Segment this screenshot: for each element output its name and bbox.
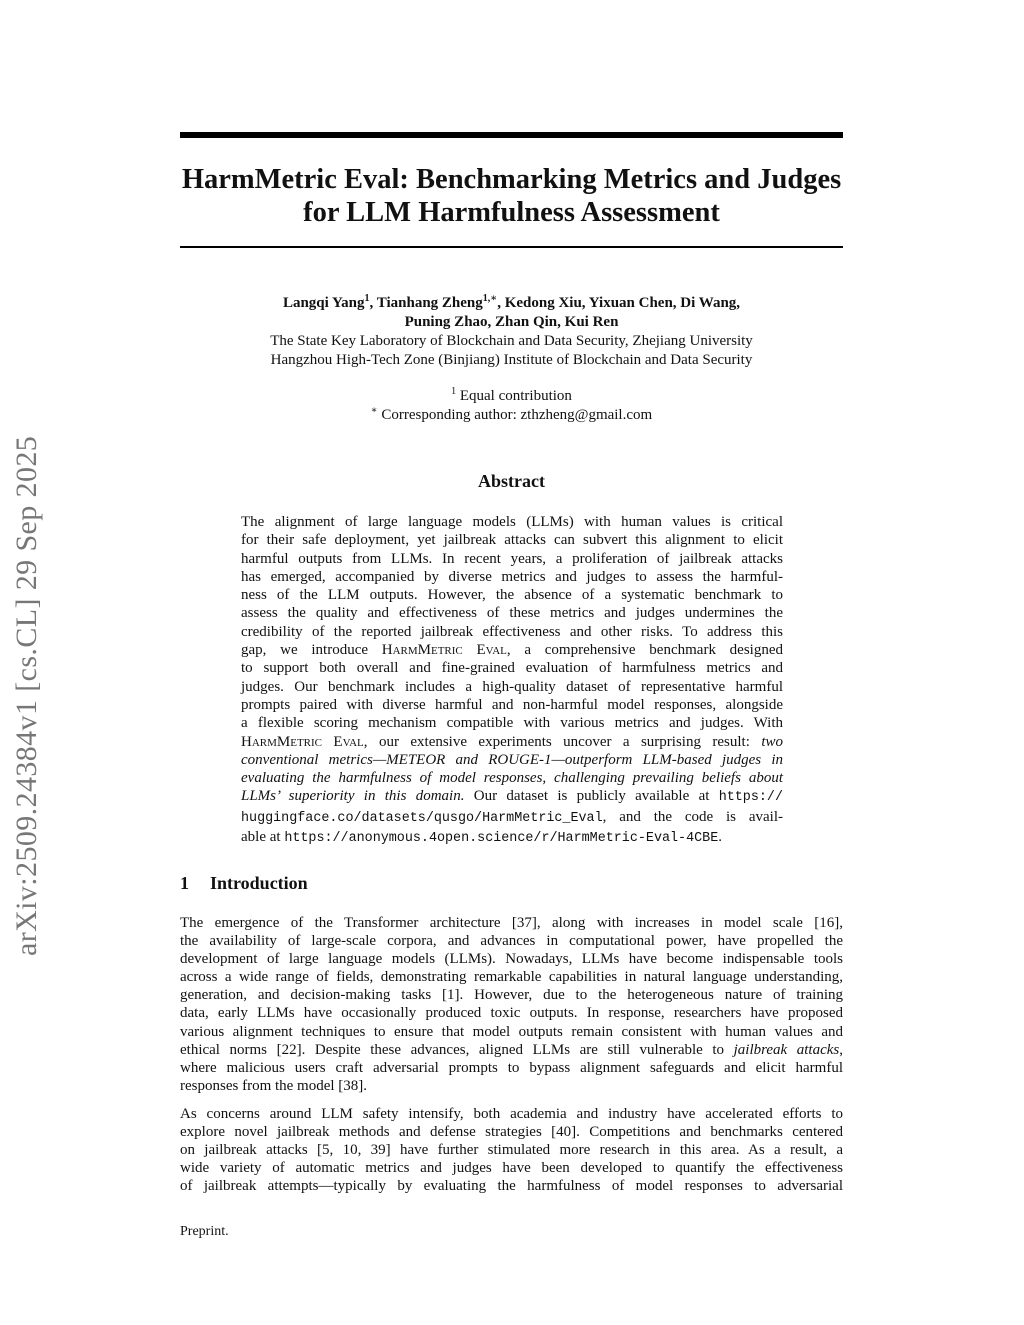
abstract-text: Our dataset is publicly available at	[464, 788, 719, 805]
title-bottom-rule	[180, 246, 843, 248]
paragraph-line: across a wide range of fields, demonstrating remarkable capabilities in natural language understanding,	[180, 969, 843, 986]
abstract-emphasis: conventional metrics—METEOR and ROUGE-1—outperform LLM-based judges in	[241, 751, 783, 768]
dataset-link[interactable]: huggingface.co/datasets/qusgo/HarmMetric_Eval	[241, 810, 603, 826]
dataset-link[interactable]: https://	[718, 790, 783, 806]
paragraph-line: on jailbreak attacks [5, 10, 39] have further stimulated more research in this area. As a result, a	[180, 1142, 843, 1159]
arxiv-identifier: arXiv:2509.24384v1 [cs.CL] 29 Sep 2025	[10, 435, 43, 956]
abstract-line	[241, 733, 783, 751]
paragraph-line: where malicious users craft adversarial prompts to bypass alignment safeguards and elicit harmful	[180, 1059, 843, 1076]
benchmark-name: HarmMetric Eval	[381, 642, 507, 659]
benchmark-name: HarmMetric Eval	[241, 733, 364, 750]
abstract-line: harmful outputs from LLMs. In recent years, a proliferation of jailbreak attacks	[241, 550, 783, 567]
title-line-2: for LLM Harmfulness Assessment	[303, 197, 720, 228]
paragraph-line: As concerns around LLM safety intensify, both academia and industry have accelerated efforts to	[180, 1106, 843, 1122]
note-marker: 1	[451, 386, 457, 397]
paragraph-text: ,	[839, 1041, 843, 1058]
abstract-line	[241, 751, 783, 769]
abstract-body	[241, 513, 783, 848]
footer-preprint: Preprint.	[180, 1224, 229, 1239]
abstract-text: , and the code is avail-	[602, 808, 783, 825]
intro-paragraph-2	[180, 1105, 843, 1195]
author-list	[160, 294, 863, 332]
abstract-text: , a comprehensive benchmark designed	[506, 642, 783, 659]
affiliation-1: The State Key Laboratory of Blockchain and Data Security, Zhejiang University	[270, 333, 753, 349]
abstract-heading: Abstract	[478, 471, 545, 491]
author-marker: 1	[364, 293, 370, 304]
abstract-line: assess the quality and effectiveness of these metrics and judges undermines the	[241, 605, 783, 622]
author-line-2: Puning Zhao, Zhan Qin, Kui Ren	[404, 314, 619, 330]
abstract-line: to support both overall and fine-grained evaluation of harmfulness metrics and	[241, 660, 783, 677]
paragraph-line: responses from the model [38].	[180, 1077, 368, 1094]
note-marker: ∗	[370, 405, 378, 416]
intro-paragraph-1	[180, 914, 843, 1095]
note-text: Equal contribution	[456, 388, 572, 404]
code-link[interactable]: https://anonymous.4open.science/r/HarmMetric-Eval-4CBE	[284, 831, 719, 847]
author-names: , Kedong Xiu, Yixuan Chen, Di Wang,	[497, 295, 741, 311]
paper-title	[160, 163, 863, 229]
abstract-line: a flexible scoring mechanism compatible with various metrics and judges. With	[241, 715, 783, 732]
paragraph-line	[180, 1041, 843, 1059]
section-title: Introduction	[210, 873, 308, 893]
abstract-line	[241, 808, 783, 828]
abstract-emphasis: evaluating the harmfulness of model responses, challenging prevailing beliefs about	[241, 770, 783, 787]
abstract-text: .	[718, 829, 722, 846]
abstract-line	[241, 787, 783, 807]
affiliation-2: Hangzhou High-Tech Zone (Binjiang) Institute of Blockchain and Data Security	[270, 352, 753, 368]
paragraph-line: the availability of large-scale corpora, and advances in computational power, have propelled the	[180, 933, 843, 950]
abstract-line: prompts paired with diverse harmful and non-harmful model responses, alongside	[241, 696, 783, 713]
paragraph-line: development of large language models (LLMs). Nowadays, LLMs have become indispensable tools	[180, 951, 843, 968]
abstract-text: gap, we introduce	[241, 642, 382, 659]
paragraph-line: wide variety of automatic metrics and judges have been developed to quantify the effectiveness	[180, 1160, 843, 1177]
paragraph-line: The emergence of the Transformer architecture [37], along with increases in model scale [16],	[180, 915, 843, 931]
section-number: 1	[180, 873, 189, 893]
section-heading	[180, 873, 308, 894]
abstract-line: The alignment of large language models (LLMs) with human values is critical	[241, 514, 783, 530]
abstract-emphasis: LLMs’ superiority in this domain.	[241, 788, 465, 805]
author-notes	[160, 387, 863, 425]
title-line-1: HarmMetric Eval: Benchmarking Metrics and Judges	[181, 164, 842, 195]
paragraph-line: generation, and decision-making tasks [1]. However, due to the heterogeneous nature of training	[180, 987, 843, 1004]
abstract-line: credibility of the reported jailbreak effectiveness and other risks. To address this	[241, 623, 783, 640]
abstract-line	[241, 641, 783, 659]
author-marker: 1,∗	[482, 293, 498, 304]
abstract-text: able at	[241, 829, 285, 846]
paragraph-line: of jailbreak attempts—typically by evaluating the harmfulness of model responses to adversarial	[180, 1178, 843, 1195]
paragraph-line: various alignment techniques to ensure that model outputs remain consistent with human values and	[180, 1023, 843, 1040]
abstract-emphasis: two	[761, 733, 783, 750]
abstract-line: ness of the LLM outputs. However, the absence of a systematic benchmark to	[241, 587, 783, 604]
abstract-line: judges. Our benchmark includes a high-quality dataset of representative harmful	[241, 678, 783, 695]
equal-contribution-note	[160, 387, 863, 406]
abstract-line	[241, 828, 783, 848]
author-name: Langqi Yang	[282, 295, 365, 311]
paragraph-line: explore novel jailbreak methods and defense strategies [40]. Competitions and benchmarks centered	[180, 1124, 843, 1141]
title-top-rule	[180, 132, 843, 138]
abstract-line	[241, 769, 783, 787]
abstract-line: has emerged, accompanied by diverse metrics and judges to assess the harmful-	[241, 568, 783, 585]
author-name: Tianhang Zheng	[376, 295, 483, 311]
corresponding-author-note	[160, 406, 863, 425]
author-separator: ,	[369, 295, 377, 311]
abstract-line: for their safe deployment, yet jailbreak attacks can subvert this alignment to elicit	[241, 532, 783, 549]
paragraph-emphasis: jailbreak attacks	[733, 1041, 840, 1058]
paragraph-text: ethical norms [22]. Despite these advances, aligned LLMs are still vulnerable to	[180, 1041, 734, 1058]
affiliations	[160, 332, 863, 370]
paragraph-line: data, early LLMs have occasionally produced toxic outputs. In response, researchers have proposed	[180, 1005, 843, 1022]
note-text: Corresponding author: zthzheng@gmail.com	[377, 407, 653, 423]
abstract-text: , our extensive experiments uncover a surprising result:	[363, 733, 762, 750]
author-line-1	[160, 294, 863, 313]
